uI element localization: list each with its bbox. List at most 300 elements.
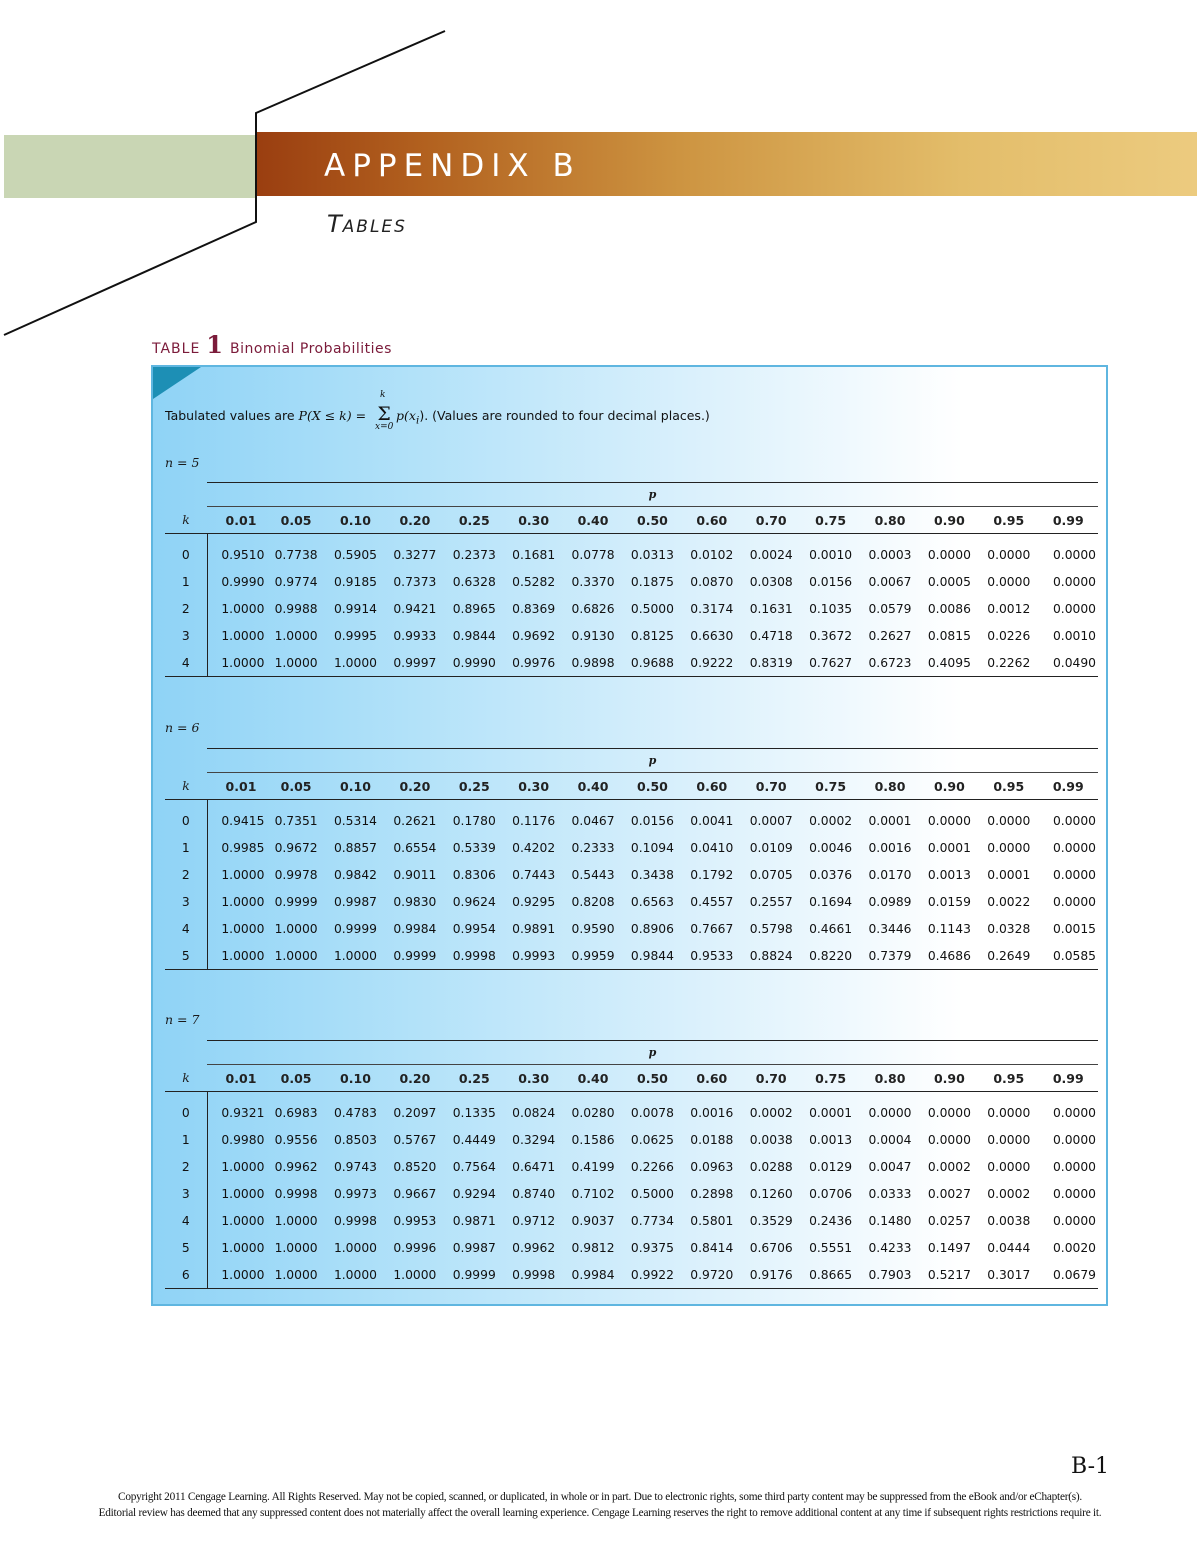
- table-row: [165, 888, 1098, 915]
- k-value-cell: 3: [181, 894, 190, 909]
- k-value-cell: 4: [181, 1213, 190, 1228]
- table-row: [165, 649, 1098, 677]
- p-header: p: [207, 483, 1098, 507]
- probability-cell: 1.0000: [326, 942, 385, 970]
- probability-cell: 0.0038: [749, 1132, 793, 1147]
- table-caption: [152, 330, 392, 359]
- k-value-cell: 3: [181, 1186, 190, 1201]
- probability-cell: 0.0000: [987, 840, 1031, 855]
- k-value-cell: 1: [181, 840, 190, 855]
- probability-cell: 0.0078: [630, 1105, 674, 1120]
- probability-cell: 0.9037: [571, 1213, 615, 1228]
- probability-cell: 0.0000: [1052, 1132, 1096, 1147]
- probability-cell: 0.7373: [393, 574, 437, 589]
- p-value-header: 0.20: [385, 773, 444, 800]
- probability-cell: 0.4449: [452, 1132, 496, 1147]
- probability-cell: 0.0000: [1052, 1159, 1096, 1174]
- p-value-header: 0.80: [860, 1065, 919, 1092]
- table-row: [165, 807, 1098, 834]
- p-value-header: 0.70: [742, 507, 801, 534]
- p-value-header: 0.40: [563, 773, 622, 800]
- probability-cell: 0.0000: [1052, 840, 1096, 855]
- table-row: [165, 834, 1098, 861]
- probability-cell: 0.1875: [630, 574, 674, 589]
- probability-cell: 0.1480: [868, 1213, 912, 1228]
- probability-cell: 0.5551: [809, 1240, 853, 1255]
- probability-cell: 0.9998: [274, 1186, 318, 1201]
- probability-cell: 0.5767: [393, 1132, 437, 1147]
- probability-cell: 0.9830: [393, 894, 437, 909]
- p-value-header: 0.01: [207, 507, 266, 534]
- probability-cell: 0.9993: [504, 942, 563, 970]
- probability-cell: 0.5314: [333, 813, 377, 828]
- probability-cell: 0.9667: [393, 1186, 437, 1201]
- probability-cell: 0.1497: [927, 1240, 971, 1255]
- probability-cell: 0.2649: [979, 942, 1038, 970]
- probability-cell: 0.0005: [927, 574, 971, 589]
- probability-cell: 0.3370: [571, 574, 615, 589]
- probability-cell: 0.0004: [868, 1132, 912, 1147]
- probability-cell: 0.1586: [571, 1132, 615, 1147]
- probability-cell: 0.0706: [809, 1186, 853, 1201]
- probability-cell: 1.0000: [207, 942, 266, 970]
- binomial-table-n6: [165, 748, 1098, 970]
- probability-cell: 0.1792: [690, 867, 734, 882]
- probability-cell: 0.9774: [274, 574, 318, 589]
- probability-cell: 0.3529: [749, 1213, 793, 1228]
- table-row: [165, 915, 1098, 942]
- probability-cell: 0.9712: [512, 1213, 556, 1228]
- probability-cell: 0.9510: [207, 541, 266, 568]
- probability-cell: 0.0333: [868, 1186, 912, 1201]
- probability-cell: 0.9962: [274, 1159, 318, 1174]
- probability-cell: 0.0679: [1038, 1261, 1098, 1289]
- probability-cell: 0.0000: [1052, 867, 1096, 882]
- probability-cell: 0.9978: [274, 867, 318, 882]
- probability-cell: 0.0288: [749, 1159, 793, 1174]
- probability-cell: 0.0041: [690, 813, 734, 828]
- copyright-line-1: Copyright 2011 Cengage Learning. All Rights Reserved. May not be copied, scanned, or duplicated, in whole or in part. Due to electronic rights, some third party content may be suppressed from the eBook and/or eChapter(s).: [118, 1491, 1082, 1503]
- probability-cell: 0.0002: [809, 813, 853, 828]
- probability-cell: 0.2621: [393, 813, 437, 828]
- probability-cell: 0.2436: [809, 1213, 853, 1228]
- table-row: [165, 1261, 1098, 1289]
- probability-cell: 1.0000: [385, 1261, 444, 1289]
- probability-cell: 0.0000: [1052, 813, 1096, 828]
- probability-cell: 0.0824: [512, 1105, 556, 1120]
- probability-cell: 0.0308: [749, 574, 793, 589]
- probability-cell: 0.8665: [801, 1261, 860, 1289]
- probability-cell: 0.9672: [274, 840, 318, 855]
- k-header: k: [165, 773, 207, 800]
- probability-cell: 0.0129: [809, 1159, 853, 1174]
- p-value-header: 0.05: [266, 773, 325, 800]
- probability-cell: 1.0000: [274, 921, 318, 936]
- p-value-header: 0.25: [445, 507, 504, 534]
- probability-cell: 0.9295: [512, 894, 556, 909]
- k-value-cell: 5: [181, 1240, 190, 1255]
- probability-cell: 0.0000: [1052, 1213, 1096, 1228]
- table-row: [165, 1207, 1098, 1234]
- probability-cell: 0.0000: [927, 813, 971, 828]
- k-value-cell: 0: [181, 547, 190, 562]
- probability-cell: 0.0015: [1052, 921, 1096, 936]
- p-value-header: 0.99: [1038, 507, 1098, 534]
- probability-cell: 0.7379: [860, 942, 919, 970]
- probability-cell: 0.9996: [393, 1240, 437, 1255]
- probability-cell: 0.9933: [393, 628, 437, 643]
- p-value-header: 0.80: [860, 507, 919, 534]
- probability-cell: 0.6328: [452, 574, 496, 589]
- p-value-header: 0.05: [266, 1065, 325, 1092]
- probability-cell: 0.0000: [1052, 1186, 1096, 1201]
- p-value-header: 0.75: [801, 507, 860, 534]
- k-header: k: [165, 507, 207, 534]
- probability-cell: 0.3438: [630, 867, 674, 882]
- probability-cell: 0.7738: [274, 547, 318, 562]
- probability-cell: 0.9011: [393, 867, 437, 882]
- probability-cell: 0.0001: [868, 813, 912, 828]
- probability-cell: 0.9999: [333, 921, 377, 936]
- probability-cell: 0.0000: [987, 547, 1031, 562]
- probability-cell: 0.0109: [749, 840, 793, 855]
- n6-label: n = 6: [165, 720, 200, 735]
- probability-cell: 0.0467: [571, 813, 615, 828]
- probability-cell: 0.0000: [868, 1105, 912, 1120]
- probability-cell: 0.9624: [452, 894, 496, 909]
- probability-cell: 1.0000: [274, 1240, 318, 1255]
- probability-cell: 0.7102: [571, 1186, 615, 1201]
- note-lead: Tabulated values are: [165, 408, 295, 423]
- probability-cell: 0.0086: [927, 601, 971, 616]
- p-value-header: 0.10: [326, 773, 385, 800]
- probability-cell: 0.7351: [274, 813, 318, 828]
- probability-cell: 0.0067: [868, 574, 912, 589]
- probability-cell: 0.0003: [868, 547, 912, 562]
- probability-cell: 0.9984: [563, 1261, 622, 1289]
- probability-cell: 1.0000: [207, 888, 266, 915]
- probability-cell: 0.9692: [512, 628, 556, 643]
- probability-cell: 0.3017: [979, 1261, 1038, 1289]
- probability-cell: 1.0000: [207, 1207, 266, 1234]
- probability-cell: 1.0000: [207, 622, 266, 649]
- probability-cell: 0.3446: [868, 921, 912, 936]
- probability-cell: 0.0328: [987, 921, 1031, 936]
- k-value-cell: 0: [181, 1105, 190, 1120]
- probability-cell: 0.9973: [333, 1186, 377, 1201]
- probability-cell: 1.0000: [207, 861, 266, 888]
- p-value-header: 0.40: [563, 507, 622, 534]
- k-value-cell: 2: [181, 601, 190, 616]
- p-value-header: 0.20: [385, 1065, 444, 1092]
- probability-cell: 0.9999: [385, 942, 444, 970]
- probability-cell: 0.0000: [927, 547, 971, 562]
- p-value-header: 0.10: [326, 1065, 385, 1092]
- probability-cell: 0.0870: [690, 574, 734, 589]
- k-value-cell: 2: [181, 1159, 190, 1174]
- probability-cell: 0.1631: [749, 601, 793, 616]
- corner-blank: [165, 749, 207, 773]
- probability-cell: 0.9998: [445, 942, 504, 970]
- k-value-cell: 3: [181, 628, 190, 643]
- probability-cell: 0.9222: [682, 649, 741, 677]
- probability-cell: 0.0027: [927, 1186, 971, 1201]
- probability-cell: 0.5443: [571, 867, 615, 882]
- appendix-subtitle: [327, 210, 407, 238]
- k-header: k: [165, 1065, 207, 1092]
- table-row: [165, 1180, 1098, 1207]
- probability-cell: 0.0016: [868, 840, 912, 855]
- probability-cell: 0.0010: [1052, 628, 1096, 643]
- probability-cell: 0.4095: [920, 649, 979, 677]
- probability-cell: 0.0022: [987, 894, 1031, 909]
- probability-cell: 0.5801: [690, 1213, 734, 1228]
- p-value-header: 0.20: [385, 507, 444, 534]
- p-value-header: 0.70: [742, 773, 801, 800]
- probability-cell: 0.9185: [333, 574, 377, 589]
- probability-cell: 0.9914: [333, 601, 377, 616]
- probability-cell: 1.0000: [207, 649, 266, 677]
- probability-cell: 0.8369: [512, 601, 556, 616]
- probability-cell: 0.5000: [630, 1186, 674, 1201]
- probability-cell: 0.0257: [927, 1213, 971, 1228]
- probability-cell: 0.0188: [690, 1132, 734, 1147]
- p-value-header: 0.30: [504, 773, 563, 800]
- probability-cell: 1.0000: [207, 1261, 266, 1289]
- probability-cell: 0.9842: [333, 867, 377, 882]
- probability-cell: 0.9898: [563, 649, 622, 677]
- probability-cell: 0.0000: [987, 1105, 1031, 1120]
- p-value-header: 0.50: [623, 773, 682, 800]
- probability-cell: 0.9590: [571, 921, 615, 936]
- probability-cell: 0.0038: [987, 1213, 1031, 1228]
- probability-cell: 0.1176: [512, 813, 556, 828]
- probability-cell: 0.8740: [512, 1186, 556, 1201]
- probability-cell: 0.2373: [452, 547, 496, 562]
- probability-cell: 0.0002: [987, 1186, 1031, 1201]
- probability-cell: 0.9998: [333, 1213, 377, 1228]
- probability-cell: 1.0000: [266, 942, 325, 970]
- probability-cell: 0.9375: [630, 1240, 674, 1255]
- probability-cell: 0.0156: [630, 813, 674, 828]
- probability-cell: 0.9990: [445, 649, 504, 677]
- probability-cell: 0.0444: [987, 1240, 1031, 1255]
- probability-cell: 0.1335: [452, 1105, 496, 1120]
- probability-cell: 1.0000: [274, 1213, 318, 1228]
- probability-cell: 0.1094: [630, 840, 674, 855]
- probability-cell: 0.9976: [504, 649, 563, 677]
- p-header: p: [207, 749, 1098, 773]
- table-row: [165, 541, 1098, 568]
- table-row: [165, 861, 1098, 888]
- corner-blank: [165, 483, 207, 507]
- probability-cell: 0.4661: [809, 921, 853, 936]
- n7-label: n = 7: [165, 1012, 200, 1027]
- p-value-header: 0.90: [920, 1065, 979, 1092]
- probability-cell: 0.9984: [393, 921, 437, 936]
- probability-cell: 0.0020: [1052, 1240, 1096, 1255]
- p-value-header: 0.90: [920, 773, 979, 800]
- probability-cell: 0.0815: [927, 628, 971, 643]
- spacer: [165, 534, 207, 542]
- probability-cell: 0.0000: [1052, 547, 1096, 562]
- probability-cell: 0.6471: [512, 1159, 556, 1174]
- table-note: [165, 390, 710, 432]
- probability-cell: 0.4557: [690, 894, 734, 909]
- probability-cell: 0.0012: [987, 601, 1031, 616]
- p-value-header: 0.60: [682, 1065, 741, 1092]
- probability-cell: 1.0000: [266, 649, 325, 677]
- probability-cell: 0.9999: [274, 894, 318, 909]
- probability-cell: 0.0280: [571, 1105, 615, 1120]
- probability-cell: 0.9922: [623, 1261, 682, 1289]
- probability-cell: 0.9990: [207, 568, 266, 595]
- probability-cell: 0.1260: [749, 1186, 793, 1201]
- probability-cell: 0.5282: [512, 574, 556, 589]
- probability-cell: 0.7443: [512, 867, 556, 882]
- probability-cell: 0.0705: [749, 867, 793, 882]
- probability-cell: 1.0000: [326, 649, 385, 677]
- probability-cell: 0.9959: [563, 942, 622, 970]
- sum-upper-limit: k: [380, 390, 386, 400]
- caption-table-word: TABLE: [152, 341, 201, 357]
- table-row: [165, 568, 1098, 595]
- probability-cell: 0.8857: [333, 840, 377, 855]
- probability-cell: 0.0778: [571, 547, 615, 562]
- probability-cell: 0.9985: [207, 834, 266, 861]
- probability-cell: 0.9953: [393, 1213, 437, 1228]
- probability-cell: 0.4718: [749, 628, 793, 643]
- probability-cell: 0.6630: [690, 628, 734, 643]
- probability-cell: 1.0000: [326, 1261, 385, 1289]
- table-row: [165, 622, 1098, 649]
- probability-cell: 0.3174: [690, 601, 734, 616]
- panel-corner-tab: [153, 367, 201, 399]
- probability-cell: 0.0001: [987, 867, 1031, 882]
- probability-cell: 0.5798: [749, 921, 793, 936]
- p-value-header: 0.75: [801, 1065, 860, 1092]
- p-value-header: 0.70: [742, 1065, 801, 1092]
- table-row: [165, 1234, 1098, 1261]
- probability-cell: 0.0000: [987, 1132, 1031, 1147]
- k-value-cell: 1: [181, 1132, 190, 1147]
- probability-cell: 0.1694: [809, 894, 853, 909]
- probability-cell: 0.0625: [630, 1132, 674, 1147]
- spacer: [207, 1092, 1098, 1100]
- probability-cell: 0.8319: [742, 649, 801, 677]
- probability-cell: 0.0001: [809, 1105, 853, 1120]
- probability-cell: 1.0000: [207, 915, 266, 942]
- probability-cell: 0.2262: [979, 649, 1038, 677]
- k-value-cell: 0: [181, 813, 190, 828]
- probability-cell: 0.8220: [801, 942, 860, 970]
- probability-cell: 0.7667: [690, 921, 734, 936]
- probability-cell: 0.8414: [690, 1240, 734, 1255]
- p-value-header: 0.40: [563, 1065, 622, 1092]
- probability-cell: 0.8520: [393, 1159, 437, 1174]
- p-value-header: 0.30: [504, 1065, 563, 1092]
- probability-cell: 0.9415: [207, 807, 266, 834]
- p-value-header: 0.50: [623, 1065, 682, 1092]
- probability-cell: 1.0000: [207, 595, 266, 622]
- probability-cell: 1.0000: [207, 1180, 266, 1207]
- probability-cell: 0.7627: [801, 649, 860, 677]
- probability-cell: 0.9891: [512, 921, 556, 936]
- p-value-header: 0.99: [1038, 773, 1098, 800]
- probability-cell: 0.8965: [452, 601, 496, 616]
- probability-cell: 0.0000: [1052, 1105, 1096, 1120]
- subtitle-initial: T: [327, 210, 343, 238]
- probability-cell: 0.9997: [385, 649, 444, 677]
- probability-cell: 0.6554: [393, 840, 437, 855]
- probability-cell: 0.9844: [452, 628, 496, 643]
- probability-cell: 0.0013: [927, 867, 971, 882]
- probability-cell: 0.6706: [749, 1240, 793, 1255]
- note-formula-term: p(x: [396, 408, 416, 423]
- binomial-table-n7: [165, 1040, 1098, 1289]
- probability-cell: 0.0000: [987, 813, 1031, 828]
- p-value-header: 0.25: [445, 773, 504, 800]
- probability-cell: 0.8824: [742, 942, 801, 970]
- table-row: [165, 595, 1098, 622]
- p-value-header: 0.25: [445, 1065, 504, 1092]
- p-value-header: 0.60: [682, 507, 741, 534]
- probability-cell: 0.0226: [987, 628, 1031, 643]
- probability-cell: 0.0313: [630, 547, 674, 562]
- probability-cell: 0.0963: [690, 1159, 734, 1174]
- p-value-header: 0.01: [207, 773, 266, 800]
- probability-cell: 0.4686: [920, 942, 979, 970]
- probability-cell: 0.0989: [868, 894, 912, 909]
- probability-cell: 0.0000: [987, 1159, 1031, 1174]
- probability-cell: 0.9987: [333, 894, 377, 909]
- probability-cell: 0.6723: [860, 649, 919, 677]
- probability-cell: 0.1143: [927, 921, 971, 936]
- corner-blank: [165, 1041, 207, 1065]
- probability-cell: 0.3294: [512, 1132, 556, 1147]
- probability-cell: 0.6826: [571, 601, 615, 616]
- k-value-cell: 2: [181, 867, 190, 882]
- probability-cell: 0.9871: [452, 1213, 496, 1228]
- probability-cell: 0.0016: [690, 1105, 734, 1120]
- probability-cell: 0.4199: [571, 1159, 615, 1174]
- probability-cell: 0.9421: [393, 601, 437, 616]
- probability-cell: 0.4783: [333, 1105, 377, 1120]
- probability-cell: 1.0000: [333, 1240, 377, 1255]
- probability-cell: 0.0000: [1052, 601, 1096, 616]
- probability-cell: 0.9980: [207, 1126, 266, 1153]
- k-value-cell: 5: [165, 942, 207, 970]
- k-value-cell: 1: [181, 574, 190, 589]
- p-value-header: 0.95: [979, 773, 1038, 800]
- probability-cell: 0.0046: [809, 840, 853, 855]
- p-value-header: 0.50: [623, 507, 682, 534]
- probability-cell: 0.0579: [868, 601, 912, 616]
- p-value-header: 0.05: [266, 507, 325, 534]
- appendix-title: APPENDIX B: [324, 148, 581, 184]
- probability-cell: 0.4202: [512, 840, 556, 855]
- p-value-header: 0.90: [920, 507, 979, 534]
- probability-cell: 0.9556: [274, 1132, 318, 1147]
- binomial-table-n5: [165, 482, 1098, 677]
- p-value-header: 0.10: [326, 507, 385, 534]
- probability-cell: 0.0007: [749, 813, 793, 828]
- probability-cell: 0.7734: [630, 1213, 674, 1228]
- p-value-header: 0.75: [801, 773, 860, 800]
- probability-cell: 0.8906: [630, 921, 674, 936]
- probability-cell: 0.0013: [809, 1132, 853, 1147]
- probability-cell: 0.0002: [749, 1105, 793, 1120]
